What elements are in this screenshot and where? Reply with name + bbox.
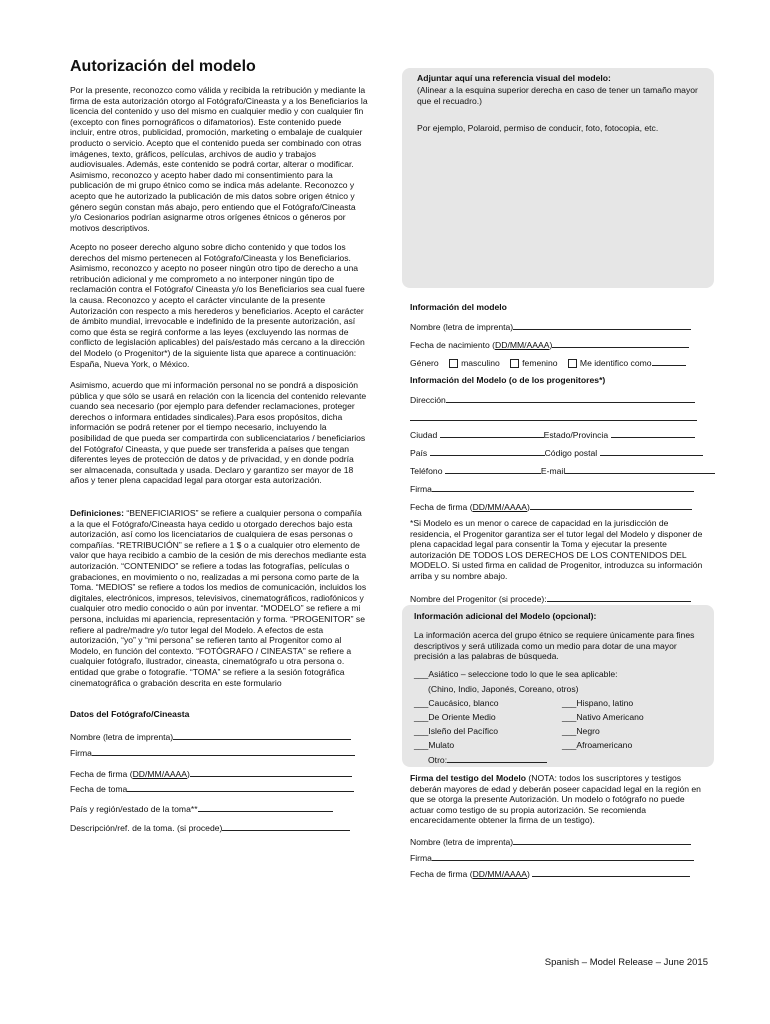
page-title: Autorización del modelo bbox=[70, 58, 256, 75]
country-label: País bbox=[410, 448, 428, 458]
photo-reference-instructions: (Alinear a la esquina superior derecha en caso de tener un tamaño mayor que el recuadro.) bbox=[417, 85, 698, 106]
address-label: Dirección bbox=[410, 395, 446, 405]
ethnicity-asian[interactable]: ___Asiático – seleccione todo lo que le sea aplicable: bbox=[414, 669, 618, 679]
witness-date-line[interactable] bbox=[532, 867, 690, 877]
shoot-country-field[interactable] bbox=[70, 802, 333, 815]
definitions-paragraph bbox=[70, 508, 368, 688]
parents-info-heading: Información del Modelo (o de los progenitores*) bbox=[410, 375, 606, 385]
self-identify-label: Me identifico como bbox=[579, 358, 652, 368]
definitions-text: “BENEFICIARIOS” se refiere a cualquier persona o compañía a la que el Fotógrafo/Cineasta haya cedido u otorgado derechos bajo esta autorización, así como los licenciatarios de cualquiera de esas personas o compañías. “RETRIBUCIÓN” se refiere a 1 $ o a cualquier otro elemento de valor que haya recibido a cambio de la cesión de mis derechos mediante esta autorización. “CONTENIDO” se refiere a todas las fotografías, películas o grabaciones, en movimiento o no, realizadas a mi persona como parte de la Toma. “MEDIOS” se refiere a todos los medios de comunicación, incluidos los digitales, electrónicos, impresos, televisivos, cinematográficos, radiofónicos y cualquier otro medio conocido o aún por inventar. “MODELO” se refiere a mi persona, incluidas mi apariencia, representación y forma. “PROGENITOR” se refiere al padre/madre y/o tutor legal del Modelo. A efectos de esta autorización, “yo” y “mi persona” se refieren tanto al Progenitor como al Modelo, en función del contexto. “FOTÓGRAFO / CINEASTA” se refiere a cualquier fotógrafo, ilustrador, cineasta, cinematógrafo u otra persona o. entidad que grabe o fotografíe. “TOMA” se refiere a la sesión fotográfica cinematográfica o grabación descrita en este formulario bbox=[70, 508, 367, 688]
model-birthdate-format: DD/MM/AAAA bbox=[495, 340, 550, 350]
shoot-date-line[interactable] bbox=[127, 782, 354, 792]
photo-reference-title: Adjuntar aquí una referencia visual del modelo: bbox=[417, 73, 611, 83]
additional-info-box bbox=[402, 605, 714, 767]
rights-paragraph: Acepto no poseer derecho alguno sobre dicho contenido y que todos los derechos del mismo pertenecen al Fotógrafo/Cineasta y los Beneficiarios. Asimismo, reconozco y acepto no poseer ningún otro tipo de derecho a una retribución adicional y me comprometo a no interponer ningún tipo de reclamación contra el Fotógrafo/ Cineasta y/o los Beneficiarios sea cual fuere la causa. Reconozco y acepto el carácter vinculante de la presente Autorización con respecto a mis herederos y beneficiarios. Acepto el carácter de ámbito mundial, irrevocable e indefinido de la presente autorización, así como que ésta se regirá conforme a las leyes (excluyendo las normas de conflicto de legislación aplicables) del país/estado más cercano a la dirección del Modelo (o Progenitor*) de la siguiente lista que aparece a continuación: España, Nueva York, o México. bbox=[70, 242, 365, 369]
photographer-heading: Datos del Fotógrafo/Cineasta bbox=[70, 709, 190, 719]
model-birthdate-close: ) bbox=[549, 340, 553, 350]
photographer-signature-field[interactable] bbox=[70, 746, 355, 759]
photographer-name-label: Nombre (letra de imprenta) bbox=[70, 732, 174, 742]
witness-date-format: DD/MM/AAAA bbox=[472, 869, 528, 879]
shoot-country-line[interactable] bbox=[198, 802, 333, 812]
parent-signature-label: Firma bbox=[410, 484, 432, 494]
photographer-signature-label: Firma bbox=[70, 748, 92, 758]
address-line-2[interactable] bbox=[410, 411, 697, 421]
shoot-country-label: País y región/estado de la toma** bbox=[70, 804, 198, 814]
footer-label: Spanish – Model Release – June 2015 bbox=[544, 957, 708, 968]
ethnicity-black[interactable]: ___Negro bbox=[562, 726, 600, 736]
witness-signature-field[interactable] bbox=[410, 851, 694, 864]
parent-date-field[interactable] bbox=[410, 500, 692, 513]
witness-name-label: Nombre (letra de imprenta) bbox=[410, 837, 514, 847]
photographer-date-close: ) bbox=[187, 769, 190, 779]
consent-paragraph: Por la presente, reconozco como válida y recibida la retribución y mediante la firma de esta autorización otorgo al Fotógrafo/Cineasta y a los Beneficiarios la licencia del contenido y uso del mismo en cualquier medio y con cualquier fin (excepto con fines pornográficos o difamatorios). Este contenido puede incluir, entre otros, publicidad, promoción, marketing o embalaje de cualquier producto o servicio. Acepto que el contenido pueda ser combinado con otras imágenes, texto, gráficos, películas, archivos de audio y trabajos audiovisuales. Además, este contenido se podrá cortar, alterar o modificar. Asimismo, reconozco y acepto haber dado mi consentimiento para la publicación de mi grupo étnico como se indica más adelante. Reconozco y acepto que he autorizado la publicación de mis datos sobre origen étnico y género según constan más abajo, pero entiendo que el Fotógrafo/Cineasta y/o Cesionarios podrían asignarme otros orígenes étnicos o géneros por motivos descriptivos. bbox=[70, 85, 368, 233]
additional-info-heading: Información adicional del Modelo (opcional): bbox=[414, 611, 597, 621]
address-field[interactable] bbox=[410, 393, 695, 406]
email-label: E-mail bbox=[540, 466, 566, 476]
witness-name-field[interactable] bbox=[410, 835, 691, 848]
model-birthdate-label: Fecha de nacimiento ( bbox=[410, 340, 496, 350]
model-name-field[interactable] bbox=[410, 320, 691, 333]
ethnicity-other-field[interactable] bbox=[428, 753, 547, 766]
photo-reference-box[interactable] bbox=[402, 68, 714, 288]
phone-email-field[interactable] bbox=[410, 464, 715, 477]
parent-date-close: ) bbox=[527, 502, 530, 512]
city-state-field[interactable] bbox=[410, 428, 695, 441]
ethnicity-mulatto[interactable]: ___Mulato bbox=[414, 740, 455, 750]
ethnicity-african-american[interactable]: ___Afroamericano bbox=[562, 740, 633, 750]
country-zip-field[interactable] bbox=[410, 446, 703, 459]
parent-date-line[interactable] bbox=[530, 500, 692, 510]
photographer-date-line[interactable] bbox=[190, 767, 352, 777]
additional-info-text: La información acerca del grupo étnico se requiere únicamente para fines descriptivos y será utilizada como un medio para dotar de una mayor precisión a las palabras de búsqueda. bbox=[414, 630, 695, 662]
gender-label: Género bbox=[410, 358, 439, 368]
photographer-signature-line[interactable] bbox=[92, 746, 355, 756]
photographer-date-label: Fecha de firma ( bbox=[70, 769, 133, 779]
photographer-date-format: DD/MM/AAAA bbox=[132, 769, 188, 779]
shoot-date-label: Fecha de toma bbox=[70, 784, 128, 794]
shoot-date-field[interactable] bbox=[70, 782, 354, 795]
minor-note: *Si Modelo es un menor o carece de capacidad en la jurisdicción de residencia, el Progenitor garantiza ser el tutor legal del Modelo y disponer de plena capacidad legal para consentir la Toma y ejecutar la presente autorización DE TODOS LOS DERECHOS DE LOS CONTENIDOS DEL MODELO. Si usted firma en calidad de Progenitor, introduzca su información arriba y su nombre abajo. bbox=[410, 518, 703, 581]
photographer-name-line[interactable] bbox=[173, 730, 351, 740]
photo-reference-examples: Por ejemplo, Polaroid, permiso de conducir, foto, fotocopia, etc. bbox=[417, 123, 659, 133]
phone-line[interactable] bbox=[445, 464, 541, 474]
witness-text: (NOTA: todos los suscriptores y testigos deberán mayores de edad y deberán poseer capacidad legal en la región en que se otorga la presente Autorización. Un modelo o fotógrafo no puede actuar como testigo de su propia autorización. Se recomienda encarecidamente obtener la firma de un testigo). bbox=[410, 773, 701, 826]
witness-signature-label: Firma bbox=[410, 853, 432, 863]
female-label: femenino bbox=[522, 358, 558, 368]
zip-label: Código postal bbox=[544, 448, 598, 458]
ethnicity-middle-east[interactable]: ___De Oriente Medio bbox=[414, 712, 496, 722]
model-name-label: Nombre (letra de imprenta) bbox=[410, 322, 514, 332]
witness-name-line[interactable] bbox=[513, 835, 691, 845]
model-info-heading: Información del modelo bbox=[410, 302, 507, 312]
model-name-line[interactable] bbox=[513, 320, 691, 330]
witness-date-close: ) bbox=[527, 869, 530, 879]
shoot-description-line[interactable] bbox=[222, 821, 350, 831]
male-checkbox[interactable] bbox=[449, 359, 458, 368]
address-line[interactable] bbox=[446, 393, 695, 403]
email-line[interactable] bbox=[565, 464, 715, 474]
ethnicity-other-label: Otro: bbox=[428, 755, 448, 765]
parent-date-label: Fecha de firma ( bbox=[410, 502, 473, 512]
parent-name-field[interactable] bbox=[410, 592, 691, 605]
ethnicity-asian-examples: (Chino, Indio, Japonés, Coreano, otros) bbox=[428, 684, 579, 694]
photographer-date-field[interactable] bbox=[70, 767, 352, 780]
parent-name-line[interactable] bbox=[547, 592, 691, 602]
witness-label: Firma del testigo del Modelo bbox=[410, 773, 527, 783]
ethnicity-hispanic[interactable]: ___Hispano, latino bbox=[562, 698, 634, 708]
country-line[interactable] bbox=[430, 446, 545, 456]
witness-date-field[interactable] bbox=[410, 867, 690, 880]
city-line[interactable] bbox=[440, 428, 544, 438]
ethnicity-native-american[interactable]: ___Nativo Americano bbox=[562, 712, 644, 722]
ethnicity-pacific-islander[interactable]: ___Isleño del Pacífico bbox=[414, 726, 499, 736]
witness-date-label: Fecha de firma ( bbox=[410, 869, 473, 879]
definitions-label: Definiciones: bbox=[70, 508, 124, 518]
parent-name-label: Nombre del Progenitor (si procede): bbox=[410, 594, 547, 604]
model-birthdate-line[interactable] bbox=[552, 338, 689, 348]
gender-field bbox=[410, 356, 686, 369]
model-birthdate-field[interactable] bbox=[410, 338, 689, 351]
phone-label: Teléfono bbox=[410, 466, 443, 476]
parent-signature-field[interactable] bbox=[410, 482, 694, 495]
witness-paragraph bbox=[410, 773, 705, 826]
parent-signature-line[interactable] bbox=[432, 482, 694, 492]
male-label: masculino bbox=[461, 358, 500, 368]
female-checkbox[interactable] bbox=[510, 359, 519, 368]
privacy-paragraph: Asimismo, acuerdo que mi información personal no se pondrá a disposición pública y que sólo se usará en relación con la licencia del contenido relevante cuando sea necesario (por ejemplo para defender reclamaciones, proteger derechos o informara entidades sindicales).Para esos propósitos, dicha información se podrá retener por el tiempo necesario, incluyendo la posibilidad de que pueda ser compartirda con sublicenciatarios / beneficiarios del Fotógrafo/ Cineasta, y que puede ser transferida a países que tengan diferentes leyes de protección de datos y de privacidad, y en donde podría ser almacenada, consultada y usada. Declaro y garantizo ser mayor de 18 años y tener plena capacidad legal para otorgar esta autorización. bbox=[70, 380, 367, 486]
ethnicity-caucasian[interactable]: ___Caucásico, blanco bbox=[414, 698, 499, 708]
photographer-name-field[interactable] bbox=[70, 730, 351, 743]
state-label: Estado/Provincia bbox=[543, 430, 609, 440]
parent-date-format: DD/MM/AAAA bbox=[472, 502, 528, 512]
shoot-description-field[interactable] bbox=[70, 821, 350, 834]
witness-signature-line[interactable] bbox=[432, 851, 694, 861]
ethnicity-other-line[interactable] bbox=[447, 753, 547, 763]
self-identify-line[interactable] bbox=[652, 356, 686, 366]
state-line[interactable] bbox=[611, 428, 695, 438]
city-label: Ciudad bbox=[410, 430, 438, 440]
self-identify-checkbox[interactable] bbox=[568, 359, 577, 368]
shoot-description-label: Descripción/ref. de la toma. (si procede) bbox=[70, 823, 223, 833]
zip-line[interactable] bbox=[600, 446, 703, 456]
